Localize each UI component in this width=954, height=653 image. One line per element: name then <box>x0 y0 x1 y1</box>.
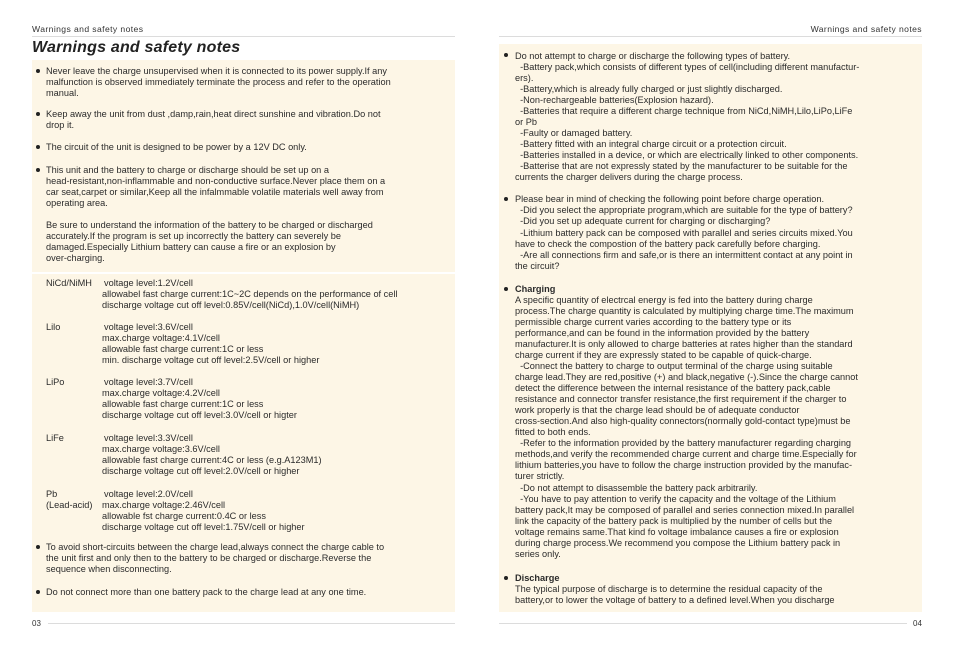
spec-line: voltage level:3.6V/cell <box>104 322 193 332</box>
understand-line-2: accurately.If the program is set up incorrectly the battery can severely be <box>46 231 341 241</box>
charging-line: series only. <box>515 549 561 559</box>
warning-short-circuit-line-3: sequence when disconnecting. <box>46 564 172 574</box>
warning-surface-line-1: This unit and the battery to charge or discharge should be set up on a <box>46 165 329 175</box>
charging-line: process.The charge quantity is calculated by multiplying charge time.The maximum <box>515 306 854 316</box>
running-head: Warnings and safety notes <box>810 24 922 34</box>
do-not-charge-line: -Faulty or damaged battery. <box>515 128 633 138</box>
right-page <box>477 0 954 653</box>
warning-dust-line-2: drop it. <box>46 120 75 130</box>
warning-surface-line-4: operating area. <box>46 198 108 208</box>
spec-line: voltage level:3.3V/cell <box>104 433 193 443</box>
page-number: 04 <box>913 619 922 628</box>
spec-line: allowable fast charge current:4C or less (e.g.A123M1) <box>102 455 322 465</box>
do-not-charge-line: ers). <box>515 73 534 83</box>
battery-type-life: LiFe <box>46 433 64 443</box>
checklist-line: -Did you select the appropriate program,which are suitable for the type of battery? <box>515 205 853 215</box>
charging-line: performance,and can be found in the information provided by the battery <box>515 328 810 338</box>
spec-line: discharge voltage cut off level:2.0V/cell or higher <box>102 466 300 476</box>
do-not-charge-line: -Batteries installed in a device, or which are electrically linked to other components. <box>515 150 859 160</box>
page-number: 03 <box>32 619 41 628</box>
page-title: Warnings and safety notes <box>32 39 241 56</box>
charging-line: A specific quantity of electrcal energy is fed into the battery during charge <box>515 295 813 305</box>
charging-line: resistance and connector transfer resistance,the first requirement if the charger to <box>515 394 847 404</box>
charging-line: during charge process.We recommend you compose the Lithium battery pack in <box>515 538 841 548</box>
bullet-icon <box>36 112 40 116</box>
spec-line: discharge voltage cut off level:1.75V/cell or higher <box>102 522 305 532</box>
checklist-line: the circuit? <box>515 261 560 271</box>
charging-line: battery pack,It may be composed of parallel and series connection mixed.In parallel <box>515 505 855 515</box>
charging-line: -Do not attempt to disassemble the battery pack arbitrarily. <box>515 483 758 493</box>
bullet-icon <box>36 69 40 73</box>
charging-line: -Connect the battery to charge to output terminal of the charge using suitable <box>515 361 833 371</box>
charging-line: permissible charge current varies according to the battery type or its <box>515 317 792 327</box>
battery-type-lilo: Lilo <box>46 322 61 332</box>
charging-line: turer strictly. <box>515 471 565 481</box>
charging-line: -Refer to the information provided by the battery manufacturer regarding charging <box>515 438 852 448</box>
spec-line: allowable fst charge current:0.4C or less <box>102 511 266 521</box>
do-not-charge-line: -Battery pack,which consists of different types of cell(including different manufactur- <box>515 62 860 72</box>
discharge-heading: Discharge <box>515 573 560 583</box>
bullet-icon <box>36 145 40 149</box>
footer-divider <box>48 623 455 624</box>
header-divider <box>32 36 455 37</box>
understand-line-4: over-charging. <box>46 253 105 263</box>
warning-dust-line-1: Keep away the unit from dust ,damp,rain,heat direct sunshine and vibration.Do not <box>46 109 381 119</box>
checklist-line: Please bear in mind of checking the following point before charge operation. <box>515 194 824 204</box>
charging-line: manufacturer.It is only allowed to charge batteries at rates higher than the standard <box>515 339 853 349</box>
header-divider <box>499 36 922 37</box>
bullet-icon <box>36 545 40 549</box>
spec-line: allowable fast charge current:1C or less <box>102 344 264 354</box>
understand-line-1: Be sure to understand the information of the battery to be charged or discharged <box>46 220 373 230</box>
charging-line: fitted to both ends. <box>515 427 591 437</box>
battery-type-lead-acid: (Lead-acid) <box>46 500 93 510</box>
charging-line: work properly is that the charge lead should be of adequate conductor <box>515 405 800 415</box>
understand-line-3: damaged.Especially Lithium battery can cause a fire or an explosion by <box>46 242 336 252</box>
charging-line: charge lead.They are red,positive (+) and black,negative (-).Since the charge cannot <box>515 372 858 382</box>
running-head: Warnings and safety notes <box>32 24 144 34</box>
spec-line: max.charge voltage:3.6V/cell <box>102 444 220 454</box>
bullet-icon <box>504 53 508 57</box>
discharge-line: battery,or to lower the voltage of battery to a defined level.When you discharge <box>515 595 835 605</box>
checklist-line: -Did you set up adequate current for charging or discharging? <box>515 216 771 226</box>
charging-line: link the capacity of the battery pack is multiplied by the number of cells but the <box>515 516 833 526</box>
charging-line: charge current if they are expressly stated to be capable of quick-charge. <box>515 350 812 360</box>
bullet-icon <box>36 168 40 172</box>
warning-short-circuit-line-1: To avoid short-circuits between the charge lead,always connect the charge cable to <box>46 542 385 552</box>
do-not-charge-line: or Pb <box>515 117 537 127</box>
spec-line: voltage level:1.2V/cell <box>104 278 193 288</box>
do-not-charge-line: currents the charger delivers during the charge process. <box>515 172 743 182</box>
charging-line: voltage remains same.That kind fo voltage imbalance causes a fire or explosion <box>515 527 839 537</box>
checklist-line: have to check the compostion of the battery pack carefully before charging. <box>515 239 821 249</box>
do-not-charge-line: -Non-rechargeable batteries(Explosion hazard). <box>515 95 714 105</box>
charging-line: detect the difference between the internal resistance of the battery pack,cable <box>515 383 831 393</box>
do-not-charge-line: -Batteries that require a different charge technique from NiCd,NiMH,Lilo,LiPo,LiFe <box>515 106 853 116</box>
battery-type-pb: Pb <box>46 489 58 499</box>
charging-line: -You have to pay attention to verify the capacity and the voltage of the Lithium <box>515 494 836 504</box>
spec-line: discharge voltage cut off level:3.0V/cell or higter <box>102 410 297 420</box>
do-not-charge-line: -Battery,which is already fully charged or just slightly discharged. <box>515 84 783 94</box>
charging-line: methods,and verify the recommended charge current and charge time.Especially for <box>515 449 857 459</box>
footer-divider <box>499 623 907 624</box>
spec-line: max.charge voltage:4.2V/cell <box>102 388 220 398</box>
spec-line: max.charge voltage:2.46V/cell <box>102 500 226 510</box>
charging-line: lithium batteries,you have to follow the charge instruction provided by the manufac- <box>515 460 853 470</box>
spec-line: allowabel fast charge current:1C~2C depends on the performance of cell <box>102 289 398 299</box>
warning-surface-line-2: head-resistant,non-inflammable and non-conductive surface.Never place them on a <box>46 176 386 186</box>
warning-short-circuit-line-2: the unit first and only then to the battery to be charged or discharge.Reverse the <box>46 553 372 563</box>
do-not-charge-line: -Batterise that are not expressly stated by the manufacturer to be suitable for the <box>515 161 848 171</box>
discharge-line: The typical purpose of discharge is to determine the residual capacity of the <box>515 584 823 594</box>
bullet-icon <box>504 197 508 201</box>
charging-line: cross-section.And also high-quality connectors(normally gold-contact type)must be <box>515 416 851 426</box>
spec-line: max.charge voltage:4.1V/cell <box>102 333 220 343</box>
charging-heading: Charging <box>515 284 556 294</box>
spec-line: allowable fast charge current:1C or less <box>102 399 264 409</box>
warning-unsupervised-line-2: malfunction is observed immediately terminate the process and refer to the operation <box>46 77 391 87</box>
bullet-icon <box>504 287 508 291</box>
do-not-charge-line: -Battery fitted with an integral charge circuit or a protection circuit. <box>515 139 787 149</box>
warning-unsupervised-line-1: Never leave the charge unsupervised when it is connected to its power supply.If any <box>46 66 387 76</box>
checklist-line: -Are all connections firm and safe,or is there an intermittent contact at any point in <box>515 250 853 260</box>
warning-unsupervised-line-3: manual. <box>46 88 79 98</box>
spec-line: discharge voltage cut off level:0.85V/cell(NiCd),1.0V/cell(NiMH) <box>102 300 360 310</box>
spec-line: voltage level:2.0V/cell <box>104 489 193 499</box>
warning-one-pack-line-1: Do not connect more than one battery pack to the charge lead at any one time. <box>46 587 367 597</box>
battery-type-nicd-nimh: NiCd/NiMH <box>46 278 92 288</box>
warning-surface-line-3: car seat,carpet or similar,Keep all the infalmmable volatile materials well away from <box>46 187 384 197</box>
bullet-icon <box>504 576 508 580</box>
battery-type-lipo: LiPo <box>46 377 65 387</box>
bullet-icon <box>36 590 40 594</box>
checklist-line: -Lithium battery pack can be composed with parallel and series circuits mixed.You <box>515 228 853 238</box>
spec-line: min. discharge voltage cut off level:2.5V/cell or higher <box>102 355 320 365</box>
do-not-charge-line: Do not attempt to charge or discharge the following types of battery. <box>515 51 791 61</box>
warning-12v-line-1: The circuit of the unit is designed to be power by a 12V DC only. <box>46 142 307 152</box>
spec-line: voltage level:3.7V/cell <box>104 377 193 387</box>
